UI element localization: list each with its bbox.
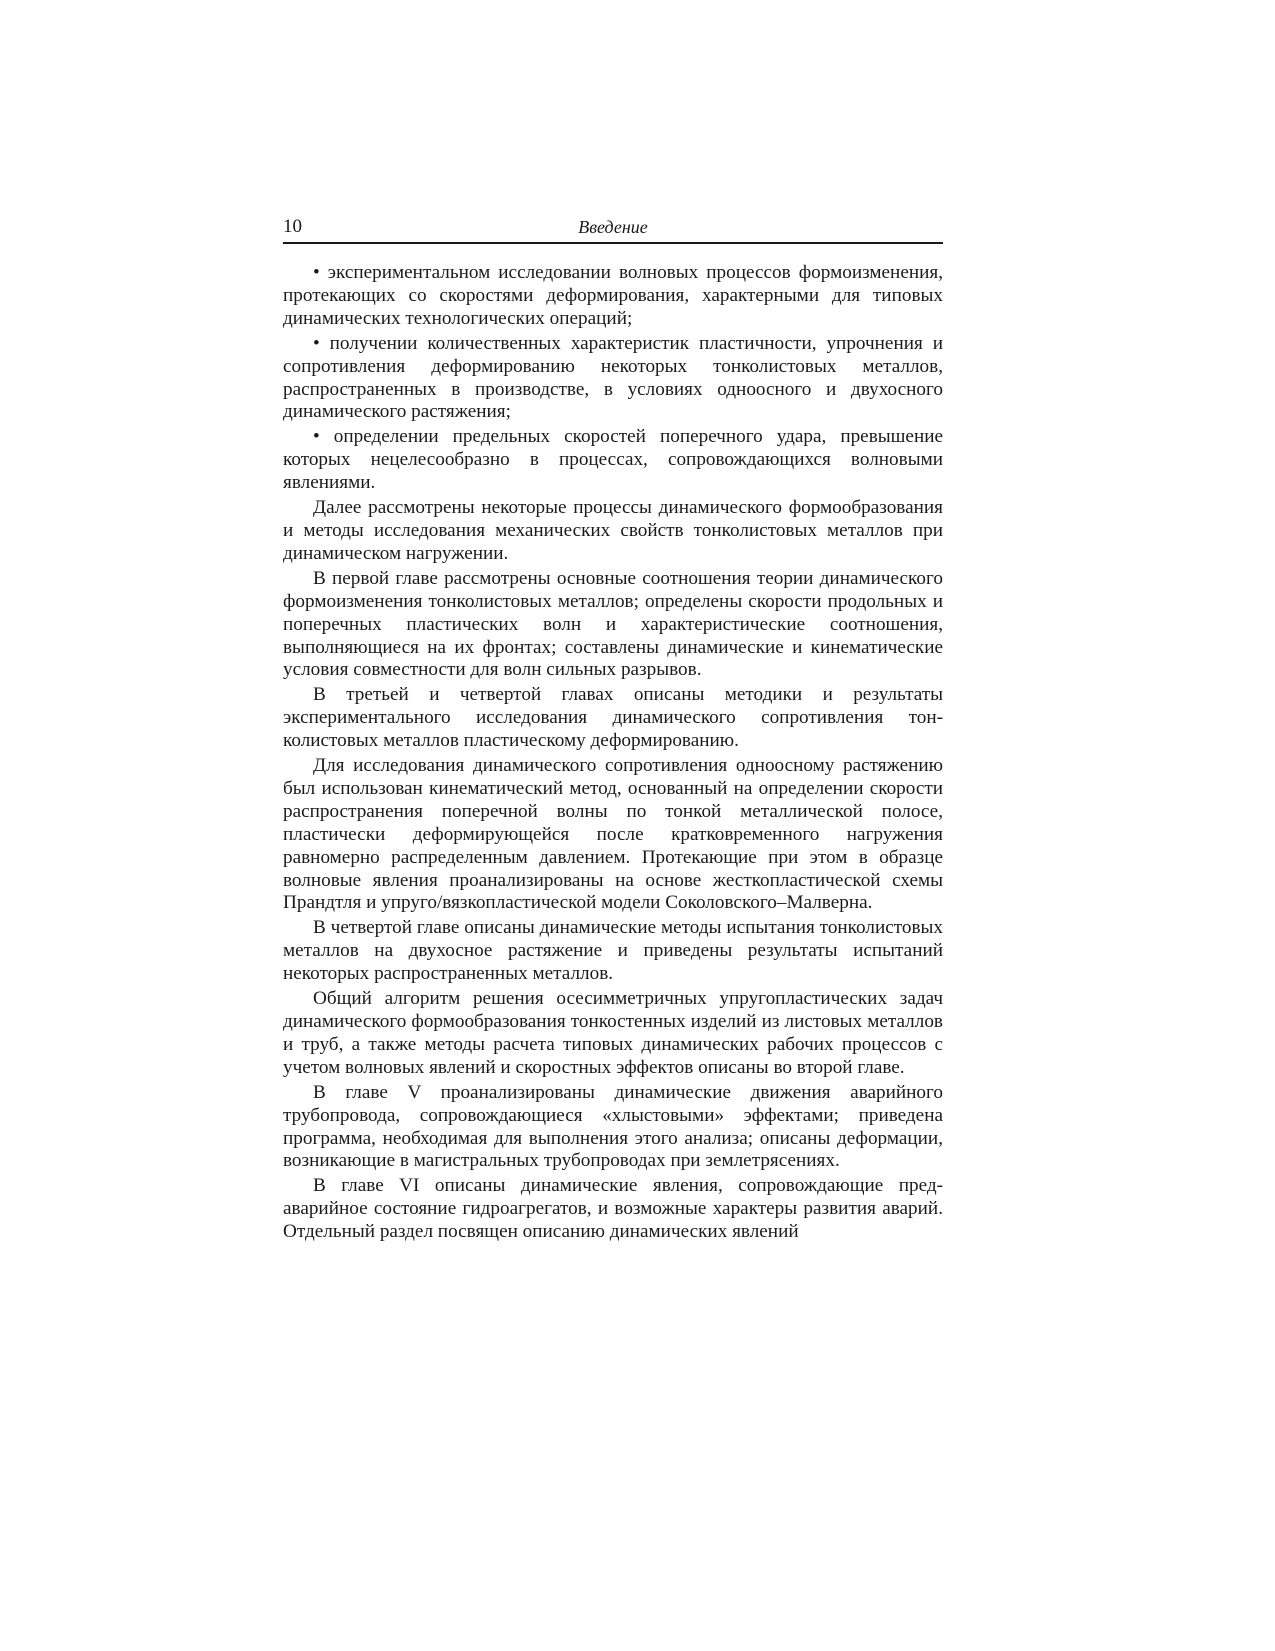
bullet-item: • определении предельных скоростей поперечного удара, превышение которых нецелесообразно в процессах, сопровождающихся волновыми явлениями. (283, 426, 943, 495)
running-header (283, 214, 943, 244)
bullet-item: • получении количественных характеристик пластичности, упрочнения и сопротивления деформированию некоторых тонколистовых металлов, распространенных в производстве, в условиях одноосного и двухосного динамического растяжения; (283, 333, 943, 425)
body-text (283, 262, 943, 1246)
paragraph: Общий алгоритм решения осесимметричных упругопластических задач динамического формообразования тонкостенных изделий из листовых металлов и труб, а также методы расчета типовых динамических рабочих процессов с учетом волновых явлений и скоростных эффектов описаны во второй главе. (283, 988, 943, 1078)
page-number: 10 (283, 216, 302, 237)
running-title: Введение (578, 217, 648, 237)
paragraph: В главе V проанализированы динамические движения аварийного трубопровода, сопровождающиеся «хлыстовыми» эффектами; приведена программа, необходимая для выполнения этого анализа; описаны деформации, возникающие в магистральных трубопроводах при землетрясениях. (283, 1081, 943, 1172)
paragraph: Далее рассмотрены некоторые процессы динамического формообразования и методы исследования механических свойств тонколистовых металлов при динамическом нагружении. (283, 497, 943, 564)
paragraph: В третьей и четвертой главах описаны методики и результаты экспериментального исследования динамического сопротивления тонколистовых металлов пластическому деформированию. (283, 684, 943, 752)
paragraph: В главе VI описаны динамические явления, сопровождающие предаварийное состояние гидроагрегатов, и возможные характеры развития аварий. Отдельный раздел посвящен описанию динамических явлений (283, 1175, 943, 1243)
bullet-item: • экспериментальном исследовании волновых процессов формоизменения, протекающих со скоростями деформирования, характерными для типовых динамических технологических операций; (283, 262, 943, 331)
paragraph: Для исследования динамического сопротивления одноосному растяжению был использован кинематический метод, основанный на определении скорости распространения поперечной волны по тонкой металлической полосе, пластически деформирующейся после кратковременного нагружения равномерно распределенным давлением. Протекающие при этом в образце волновые явления проанализированы на основе жесткопластической схемы Прандтля и упруго/вязкопластической модели Соколовского–Малверна. (283, 755, 943, 914)
paragraph: В четвертой главе описаны динамические методы испытания тонколистовых металлов на двухосное растяжение и приведены результаты испытаний некоторых распространенных металлов. (283, 917, 943, 985)
paragraph: В первой главе рассмотрены основные соотношения теории динамического формоизменения тонколистовых металлов; определены скорости продольных и поперечных пластических волн и характеристические соотношения, выполняющиеся на их фронтах; составлены динамические и кинематические условия совместности для волн сильных разрывов. (283, 567, 943, 681)
